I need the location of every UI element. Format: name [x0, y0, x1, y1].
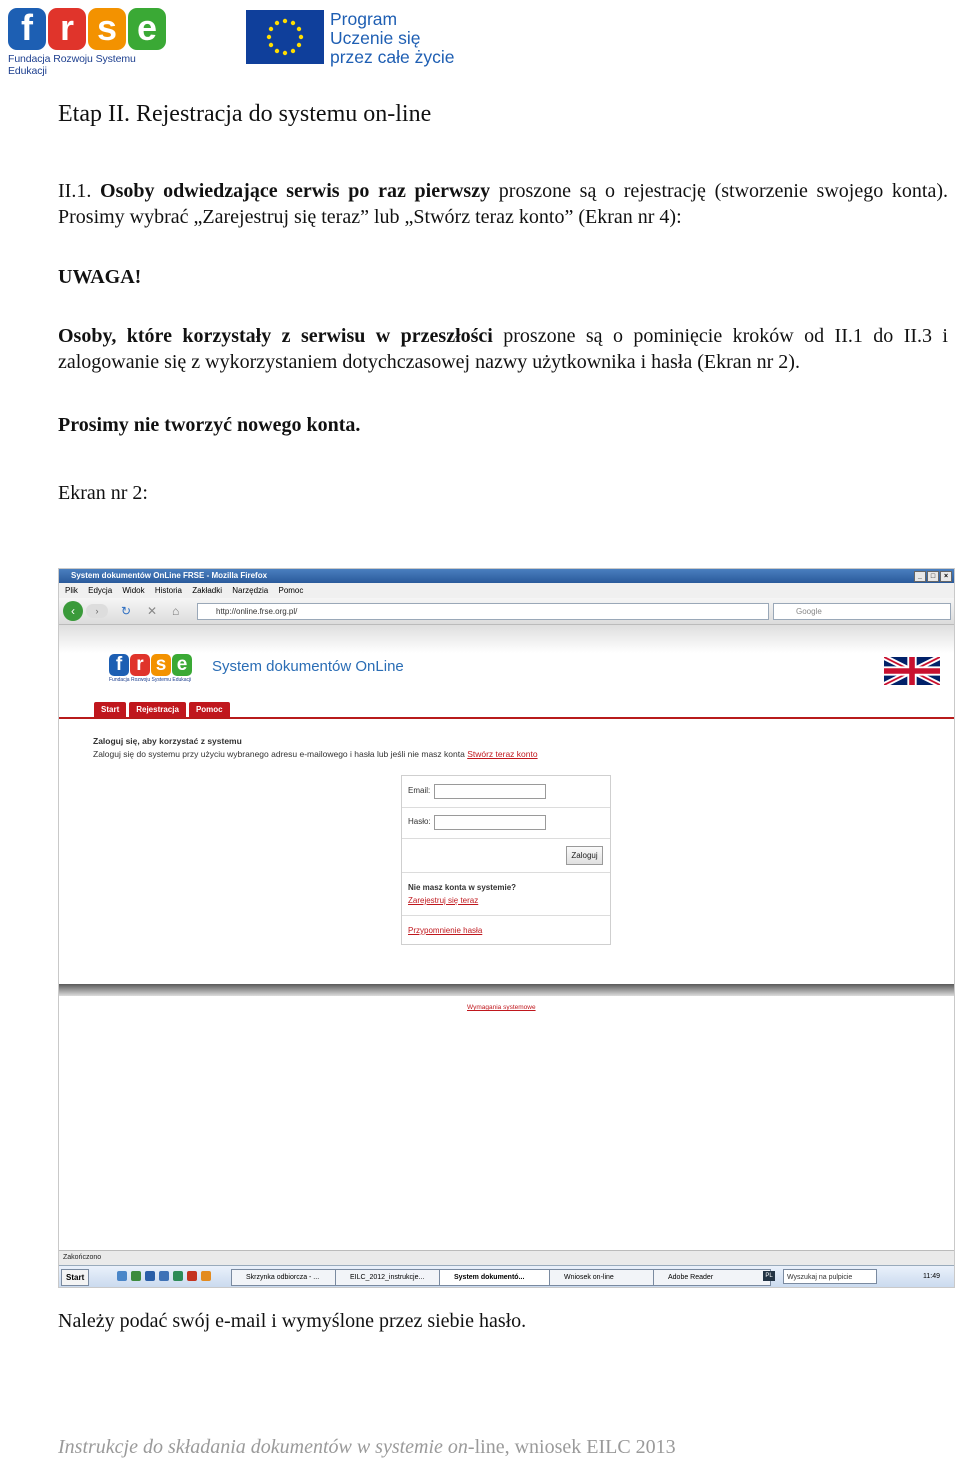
- site-logo-letter: r: [130, 654, 150, 676]
- warning-heading: UWAGA!: [58, 266, 142, 288]
- email-row: [402, 776, 610, 808]
- frse-logo-letter-e: e: [128, 8, 166, 50]
- email-label: Email:: [408, 786, 431, 795]
- site-logo-subtitle: Fundacja Rozwoju Systemu Edukacji: [109, 677, 192, 683]
- create-account-link[interactable]: Stwórz teraz konto: [467, 749, 538, 759]
- quicklaunch-icon[interactable]: [187, 1271, 197, 1281]
- stop-icon[interactable]: ✕: [147, 604, 158, 618]
- close-icon[interactable]: ×: [940, 571, 952, 582]
- back-arrow-icon[interactable]: ‹: [63, 601, 83, 621]
- instruction-after-screen: Należy podać swój e-mail i wymyślone przez siebie hasło.: [58, 1310, 527, 1332]
- paragraph-number: II.1.: [58, 180, 101, 202]
- browser-screenshot: [58, 568, 955, 1288]
- browser-navigation-bar: [59, 598, 954, 625]
- quicklaunch-icon[interactable]: [131, 1271, 141, 1281]
- footer-plain-text: line, wniosek EILC 2013: [474, 1436, 676, 1458]
- minimize-icon[interactable]: _: [914, 571, 926, 582]
- eu-program-logo: [246, 10, 486, 70]
- login-heading: Zaloguj się, aby korzystać z systemu: [93, 736, 242, 746]
- no-new-account-note: Prosimy nie tworzyć nowego konta.: [58, 414, 361, 436]
- eu-flag-icon: [246, 10, 324, 64]
- register-link[interactable]: Zarejestruj się teraz: [408, 896, 479, 905]
- taskbar-item[interactable]: EILC_2012_instrukcje...: [335, 1269, 449, 1286]
- start-button[interactable]: Start: [61, 1269, 89, 1286]
- page-top-gradient: [59, 625, 954, 653]
- nav-divider: [59, 717, 954, 719]
- tab-start[interactable]: Start: [94, 702, 126, 717]
- email-field[interactable]: [434, 784, 546, 799]
- paragraph-returning-users: [58, 323, 948, 375]
- frse-logo-letter-f: f: [8, 8, 46, 50]
- browser-search-field[interactable]: [773, 603, 951, 620]
- status-text: Zakończono: [63, 1254, 102, 1261]
- tab-pomoc[interactable]: Pomoc: [189, 702, 230, 717]
- footer-italic-text: Instrukcje do składania dokumentów w systemie on-: [58, 1436, 475, 1458]
- menu-item[interactable]: Widok: [122, 586, 145, 595]
- quicklaunch-icon[interactable]: [145, 1271, 155, 1281]
- paragraph-text: proszone są o pominięcie kroków od II.1 do II.3 i zalogowanie się z wykorzystaniem dotychczasowej nazwy użytkownika i hasła (Ekran nr 2).: [58, 325, 948, 373]
- eu-program-line: Uczenie się: [330, 28, 421, 48]
- web-page: [59, 625, 954, 1250]
- page-footer-bar: [59, 984, 954, 996]
- paragraph-text: proszone są o rejestrację (stworzenie swojego konta). Prosimy wybrać „Zarejestruj się teraz” lub „Stwórz teraz konto” (Ekran nr 4):: [58, 180, 948, 228]
- menu-item[interactable]: Narzędzia: [232, 586, 269, 595]
- password-label: Hasło:: [408, 817, 431, 826]
- login-description: [93, 749, 538, 759]
- site-logo-letter: s: [151, 654, 171, 676]
- section-title: Etap II. Rejestracja do systemu on-line: [58, 101, 432, 127]
- site-logo-letter: f: [109, 654, 129, 676]
- window-title: System dokumentów OnLine FRSE - Mozilla Firefox: [71, 571, 268, 580]
- quicklaunch-icon[interactable]: [159, 1271, 169, 1281]
- frse-logo-letter-s: s: [88, 8, 126, 50]
- taskbar-item[interactable]: Wniosek on-line: [549, 1269, 665, 1286]
- language-indicator[interactable]: PL: [763, 1271, 775, 1281]
- quicklaunch-icon[interactable]: [201, 1271, 211, 1281]
- site-frse-logo[interactable]: [109, 654, 193, 683]
- menu-item[interactable]: Zakładki: [192, 586, 222, 595]
- browser-title-bar: [59, 569, 954, 583]
- quicklaunch-icon[interactable]: [117, 1271, 127, 1281]
- login-form: [401, 775, 611, 945]
- system-requirements-link[interactable]: Wymagania systemowe: [467, 1004, 536, 1011]
- forward-arrow-icon[interactable]: ›: [86, 604, 108, 618]
- login-description-text: Zaloguj się do systemu przy użyciu wybranego adresu e-mailowego i hasła lub jeśli nie masz konta: [93, 749, 468, 759]
- password-field[interactable]: [434, 815, 546, 830]
- site-logo-letter: e: [172, 654, 192, 676]
- windows-taskbar: [59, 1265, 954, 1288]
- paragraph-bold: Osoby, które korzystały z serwisu w przeszłości: [58, 325, 493, 347]
- login-button[interactable]: Zaloguj: [566, 846, 603, 865]
- register-row: [402, 872, 610, 916]
- taskbar-item[interactable]: Skrzynka odbiorcza - ...: [231, 1269, 345, 1286]
- frse-logo: [8, 7, 176, 77]
- taskbar-item-active[interactable]: System dokumentó...: [439, 1269, 559, 1286]
- reload-icon[interactable]: ↻: [121, 604, 132, 618]
- search-placeholder: Google: [796, 607, 822, 616]
- tab-rejestracja[interactable]: Rejestracja: [129, 702, 186, 717]
- password-row: [402, 807, 610, 839]
- frse-logo-subtitle: Fundacja Rozwoju Systemu Edukacji: [8, 53, 136, 77]
- frse-logo-letter-r: r: [48, 8, 86, 50]
- screen-label: Ekran nr 2:: [58, 482, 148, 504]
- taskbar-item[interactable]: Adobe Reader: [653, 1269, 771, 1286]
- address-url: http://online.frse.org.pl/: [216, 607, 298, 616]
- address-bar[interactable]: [197, 603, 769, 620]
- menu-item[interactable]: Plik: [65, 586, 78, 595]
- menu-item[interactable]: Pomoc: [278, 586, 304, 595]
- browser-status-bar: [59, 1250, 954, 1265]
- desktop-search-field[interactable]: Wyszukaj na pulpicie: [783, 1269, 877, 1284]
- password-reminder-link[interactable]: Przypomnienie hasła: [408, 926, 483, 935]
- maximize-icon[interactable]: □: [927, 571, 939, 582]
- site-title: System dokumentów OnLine: [212, 658, 404, 675]
- clock: 11:49: [923, 1273, 940, 1280]
- menu-item[interactable]: Historia: [154, 586, 182, 595]
- paragraph-bold: Osoby odwiedzające serwis po raz pierwszy: [100, 180, 491, 202]
- home-icon[interactable]: ⌂: [172, 604, 180, 618]
- quicklaunch-icon[interactable]: [173, 1271, 183, 1281]
- site-nav-tabs: [94, 702, 230, 717]
- paragraph-first-visit: [58, 178, 948, 230]
- no-account-text: Nie masz konta w systemie?: [408, 883, 517, 892]
- uk-flag-icon[interactable]: [884, 657, 940, 685]
- eu-program-line: Program: [330, 9, 398, 29]
- eu-program-text: [330, 10, 455, 67]
- page-footer: [58, 1436, 676, 1459]
- browser-menu-bar: [59, 583, 954, 598]
- menu-item[interactable]: Edycja: [88, 586, 113, 595]
- eu-program-line: przez całe życie: [330, 47, 455, 67]
